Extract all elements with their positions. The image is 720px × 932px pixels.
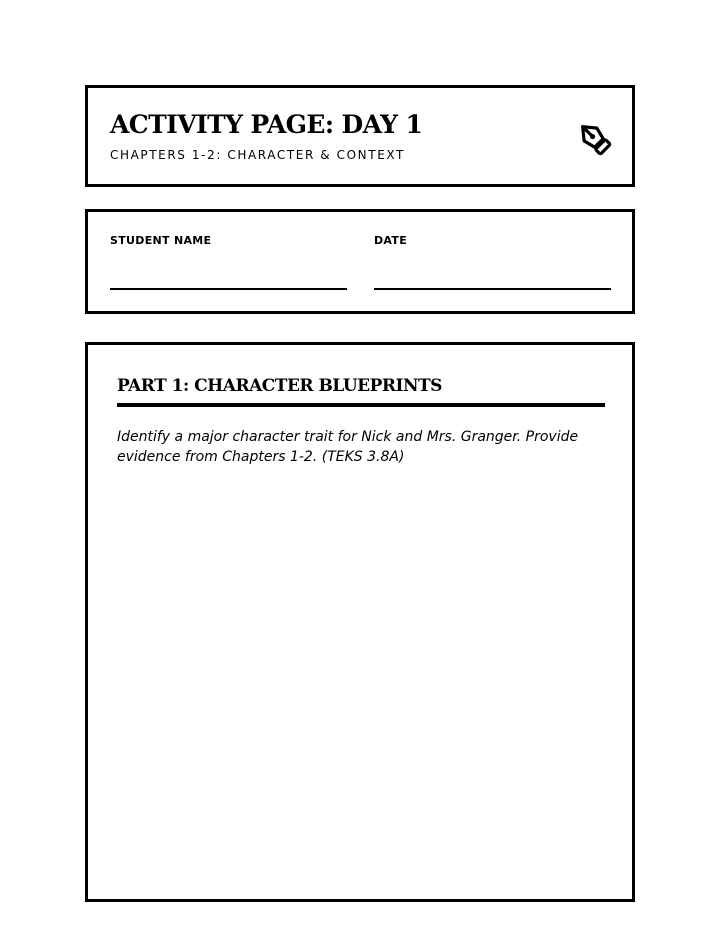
part1-title: PART 1: CHARACTER BLUEPRINTS <box>117 376 442 396</box>
student-info-card <box>85 209 635 314</box>
part1-card <box>85 342 635 902</box>
date-line[interactable] <box>374 288 611 290</box>
page-subtitle: CHAPTERS 1-2: CHARACTER & CONTEXT <box>110 148 405 162</box>
part1-divider <box>117 403 605 407</box>
student-name-label: STUDENT NAME <box>110 234 212 247</box>
pen-nib-icon <box>574 118 614 158</box>
student-name-line[interactable] <box>110 288 347 290</box>
date-label: DATE <box>374 234 408 247</box>
header-card <box>85 85 635 187</box>
part1-instructions: Identify a major character trait for Nick and Mrs. Granger. Provide evidence from Chapters 1-2. (TEKS 3.8A) <box>117 429 579 465</box>
page-title: ACTIVITY PAGE: DAY 1 <box>110 110 423 139</box>
